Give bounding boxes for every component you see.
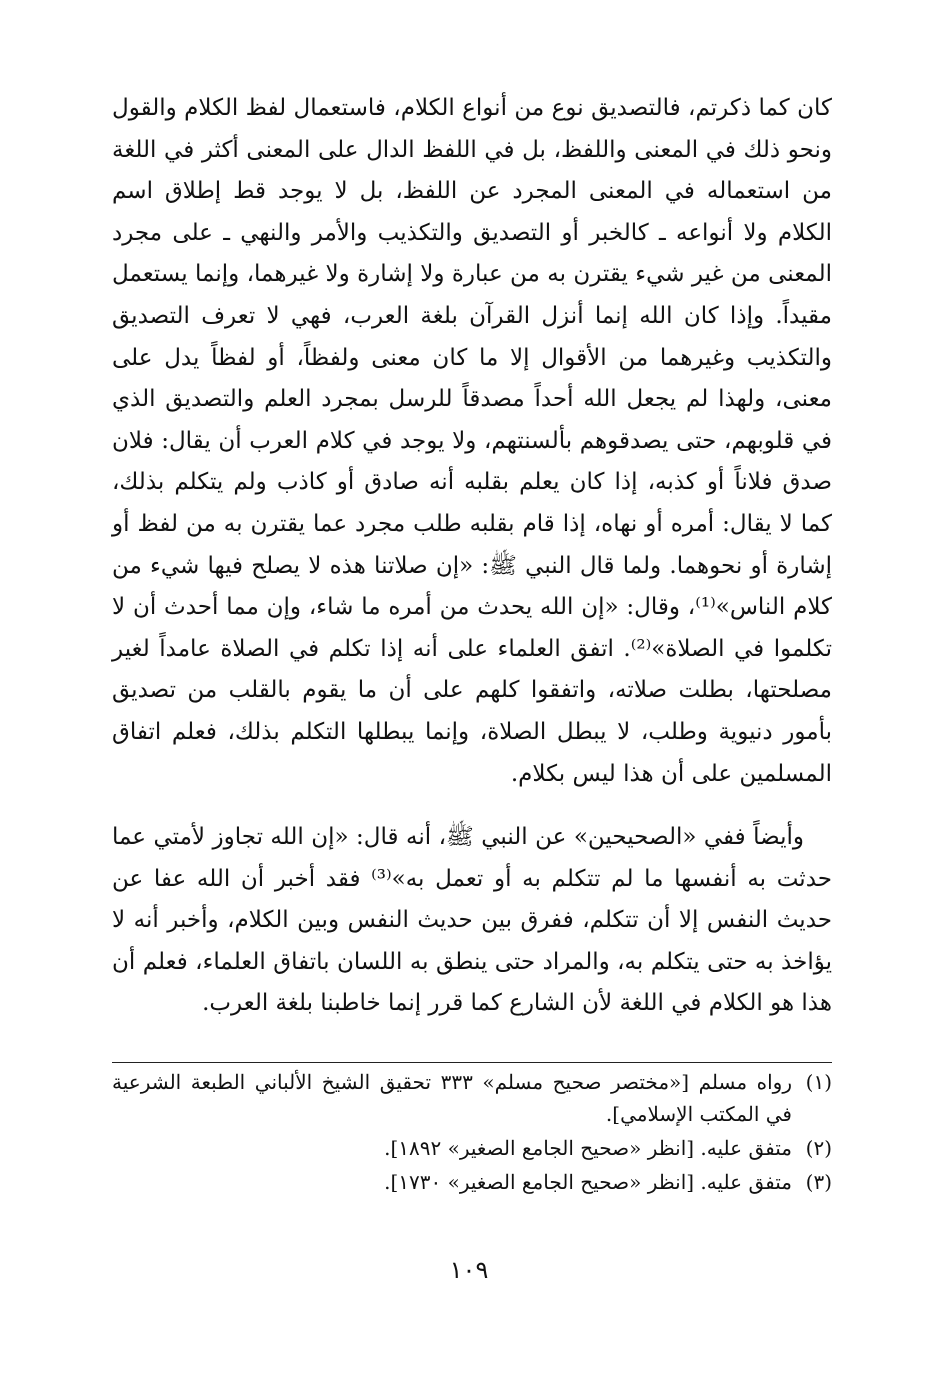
footnote-2 [112, 1132, 832, 1164]
footnote-text: متفق عليه. [انظر «صحيح الجامع الصغير» ١٧٣٠]. [384, 1170, 792, 1194]
footnote-1 [112, 1066, 832, 1130]
page-number: ١٠٩ [449, 1256, 489, 1284]
footnote-text: متفق عليه. [انظر «صحيح الجامع الصغير» ١٨٩٢]. [384, 1136, 792, 1160]
body-paragraph-2: وأيضاً ففي «الصحيحين» عن النبي ﷺ، أنه قال: «إن الله تجاوز لأمتي عما حدثت به أنفسها ما لم تتكلم به أو تعمل به»⁽³⁾ فقد أخبر أن الله عفا عن حديث النفس إلا أن تتكلم، ففرق بين حديث النفس وبين الكلام، وأخبر أنه لا يؤاخذ به حتى يتكلم به، والمراد حتى ينطق به اللسان باتفاق العلماء، فعلم أن هذا هو الكلام في اللغة لأن الشارع كما قرر إنما خاطبنا بلغة العرب. [112, 824, 832, 1017]
footnote-divider [112, 1062, 832, 1063]
body-paragraph-1: كان كما ذكرتم، فالتصديق نوع من أنواع الكلام، فاستعمال لفظ الكلام والقول ونحو ذلك في المعنى واللفظ، بل في اللفظ الدال على المعنى أكثر في اللغة من استعماله في المعنى المجرد عن اللفظ، بل لا يوجد قط إطلاق اسم الكلام ولا أنواعه ـ كالخبر أو التصديق والتكذيب والأمر والنهي ـ على مجرد المعنى من غير شيء يقترن به من عبارة ولا إشارة ولا غيرهما، وإنما يستعمل مقيداً. وإذا كان الله إنما أنزل القرآن بلغة العرب، فهي لا تعرف التصديق والتكذيب وغيرهما من الأقوال إلا ما كان معنى ولفظاً، أو لفظاً يدل على معنى، ولهذا لم يجعل الله أحداً مصدقاً للرسل بمجرد العلم والتصديق الذي في قلوبهم، حتى يصدقوهم بألسنتهم، ولا يوجد في كلام العرب أن يقال: فلان صدق فلاناً أو كذبه، إذا كان يعلم بقلبه أنه صادق أو كاذب ولم يتكلم بذلك، كما لا يقال: أمره أو نهاه، إذا قام بقلبه طلب مجرد عما يقترن به من لفظ أو إشارة أو نحوهما. ولما قال النبي ﷺ: «إن صلاتنا هذه لا يصلح فيها شيء من كلام الناس»⁽¹⁾، وقال: «إن الله يحدث من أمره ما شاء، وإن مما أحدث أن لا تكلموا في الصلاة»⁽²⁾. اتفق العلماء على أنه إذا تكلم في الصلاة عامداً لغير مصلحتها، بطلت صلاته، واتفقوا كلهم على أن ما يقوم بالقلب من تصديق بأمور دنيوية وطلب، لا يبطل الصلاة، وإنما يبطلها التكلم بذلك، فعلم اتفاق المسلمين على أن هذا ليس بكلام. [112, 95, 833, 787]
footnote-number: (٣) [805, 1170, 832, 1194]
footnotes-list [112, 1066, 832, 1200]
footnote-number: (١) [805, 1070, 832, 1094]
footnote-3 [112, 1166, 832, 1198]
footnote-text: رواه مسلم [«مختصر صحيح مسلم» ٣٣٣ تحقيق الشيخ الألباني الطبعة الشرعية في المكتب الإسلامي]. [112, 1070, 793, 1126]
footnote-number: (٢) [805, 1136, 832, 1160]
